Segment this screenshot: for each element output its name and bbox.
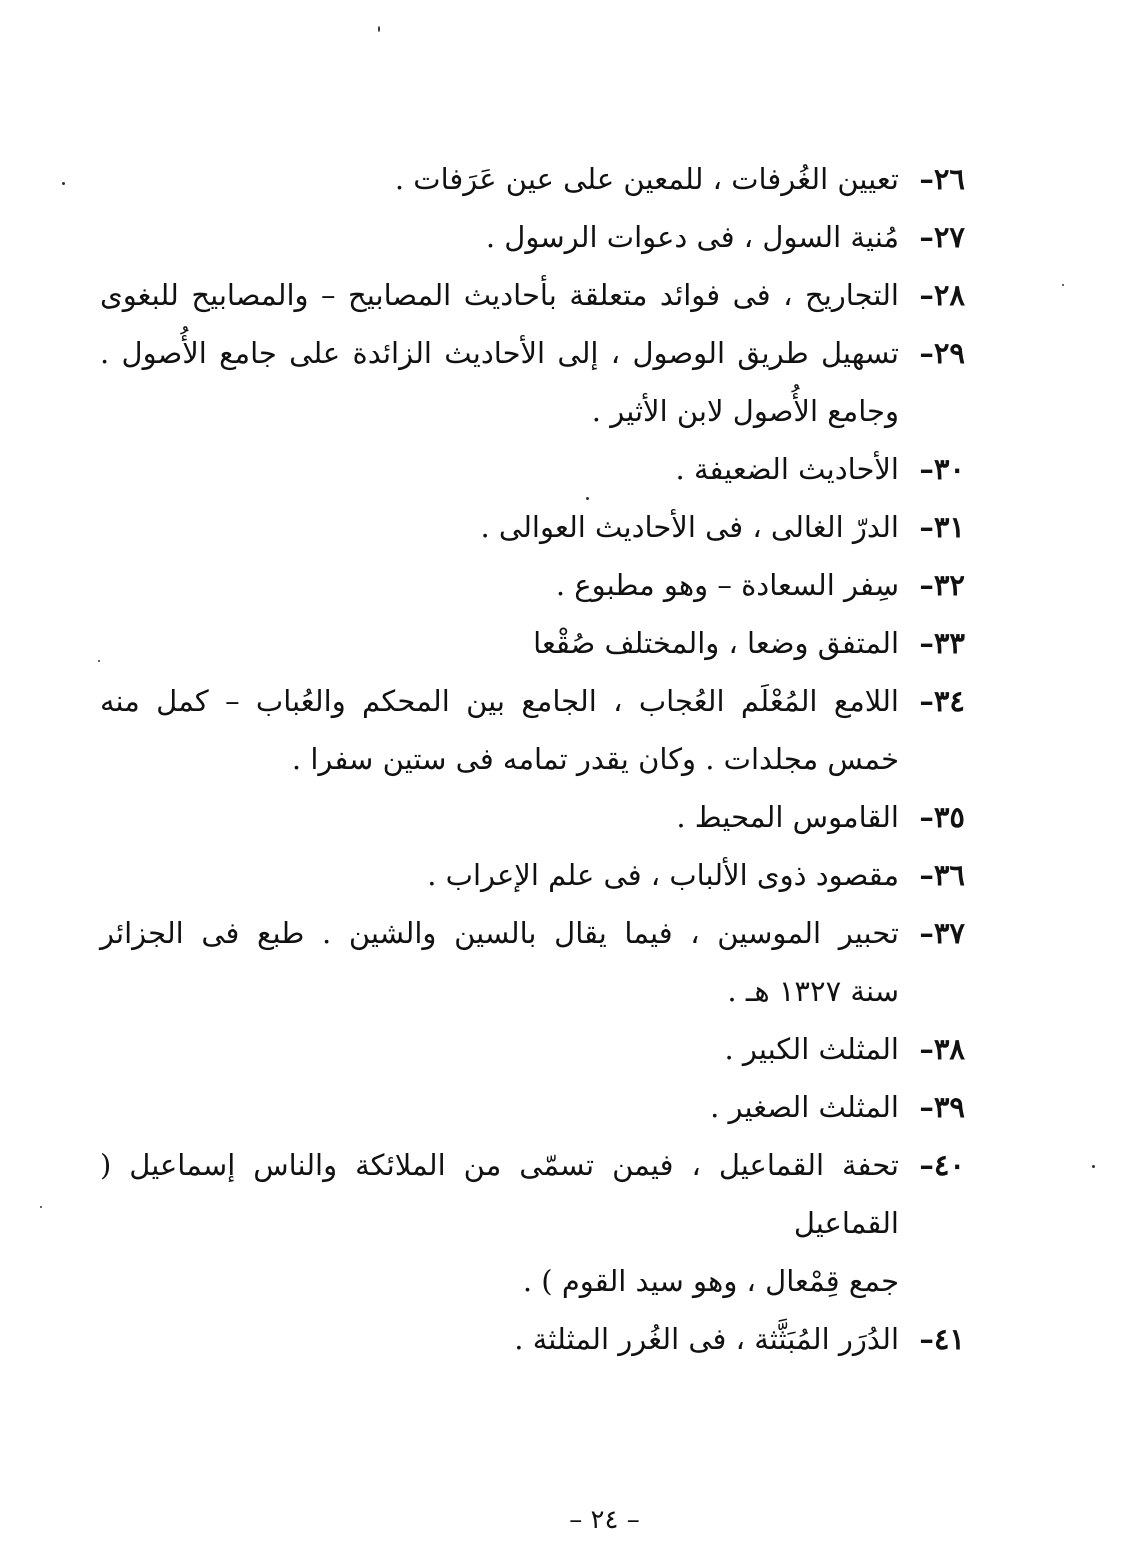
list-item: [100, 150, 965, 208]
item-line: سنة ١٣٢٧ هـ .: [727, 974, 899, 1008]
item-line: التجاريح ، فى فوائد متعلقة بأحاديث المصابيح – والمصابيح للبغوى: [100, 278, 899, 312]
item-text: [100, 498, 899, 556]
item-line: القاموس المحيط .: [676, 800, 899, 834]
list-item: [100, 1310, 965, 1368]
item-line: مُنية السول ، فى دعوات الرسول .: [485, 220, 899, 254]
item-line: المثلث الكبير .: [724, 1032, 899, 1066]
item-number: ٣١–: [919, 510, 965, 544]
item-text: [100, 266, 899, 324]
item-text: [100, 556, 899, 614]
item-text: [100, 440, 899, 498]
item-text: [100, 1078, 899, 1136]
scan-speck: [1062, 284, 1064, 286]
scan-speck: [378, 26, 380, 32]
list-item: [100, 672, 965, 788]
list-item: [100, 614, 965, 672]
item-number: ٤٠–: [919, 1148, 965, 1182]
list-item: [100, 1020, 965, 1078]
item-text: [100, 788, 899, 846]
item-text: [100, 846, 899, 904]
item-line: المتفق وضعا ، والمختلف صُقْعا: [533, 626, 899, 660]
item-number: ٤١–: [919, 1322, 965, 1356]
list-item: [100, 324, 965, 440]
item-line: الأحاديث الضعيفة .: [675, 452, 899, 486]
item-line: خمس مجلدات . وكان يقدر تمامه فى ستين سفرا .: [291, 742, 899, 776]
item-line: تحفة القماعيل ، فيمن تسمّى من الملائكة والناس إسماعيل ( القماعيل: [100, 1148, 899, 1240]
list-item: [100, 1078, 965, 1136]
item-number: ٢٨–: [919, 278, 965, 312]
item-number: ٣٣–: [919, 626, 965, 660]
item-text: [100, 1136, 899, 1310]
item-line: وجامع الأُصول لابن الأثير .: [591, 394, 899, 428]
list-item: [100, 846, 965, 904]
item-number: ٢٩–: [919, 336, 965, 370]
item-line: تحبير الموسين ، فيما يقال بالسين والشين . طبع فى الجزائر: [100, 916, 899, 950]
list-item: [100, 440, 965, 498]
item-line: مقصود ذوى الألباب ، فى علم الإعراب .: [427, 858, 899, 892]
item-number: ٣٩–: [919, 1090, 965, 1124]
list-item: [100, 556, 965, 614]
list-item: [100, 1136, 965, 1310]
item-text: [100, 208, 899, 266]
scan-speck: [586, 497, 589, 500]
scan-speck: [62, 182, 65, 185]
item-number: ٢٧–: [919, 220, 965, 254]
list-item: [100, 904, 965, 1020]
scan-speck: [40, 1206, 42, 1208]
item-line: سِفر السعادة – وهو مطبوع .: [555, 568, 899, 602]
item-text: [100, 904, 899, 1020]
item-number: ٣٦–: [919, 858, 965, 892]
list-item: [100, 498, 965, 556]
scan-speck: [1092, 1165, 1095, 1168]
item-text: [100, 614, 899, 672]
item-text: [100, 1020, 899, 1078]
item-line: تسهيل طريق الوصول ، إلى الأحاديث الزائدة على جامع الأُصول .: [100, 336, 899, 370]
item-number: ٣٢–: [919, 568, 965, 602]
page-number: – ٢٤ –: [569, 1505, 640, 1535]
item-text: [100, 1310, 899, 1368]
item-line: الدُرَر المُبَثَّثة ، فى الغُرر المثلثة .: [514, 1322, 899, 1356]
item-line: اللامع المُعْلَم العُجاب ، الجامع بين المحكم والعُباب – كمل منه: [100, 684, 899, 718]
list-item: [100, 208, 965, 266]
item-line: جمع قِمْعال ، وهو سيد القوم ) .: [522, 1264, 899, 1298]
item-text: [100, 150, 899, 208]
item-number: ٣٤–: [919, 684, 965, 718]
item-number: ٣٠–: [919, 452, 965, 486]
list-item: [100, 788, 965, 846]
item-number: ٢٦–: [919, 162, 965, 196]
document-body: [100, 150, 965, 1368]
item-number: ٣٥–: [919, 800, 965, 834]
item-number: ٣٨–: [919, 1032, 965, 1066]
item-text: [100, 672, 899, 788]
item-number: ٣٧–: [919, 916, 965, 950]
scan-speck: [98, 660, 100, 662]
item-text: [100, 324, 899, 440]
item-line: الدرّ الغالى ، فى الأحاديث العوالى .: [480, 510, 899, 544]
list-item: [100, 266, 965, 324]
item-line: تعيين الغُرفات ، للمعين على عين عَرَفات .: [394, 162, 899, 196]
item-line: المثلث الصغير .: [710, 1090, 899, 1124]
